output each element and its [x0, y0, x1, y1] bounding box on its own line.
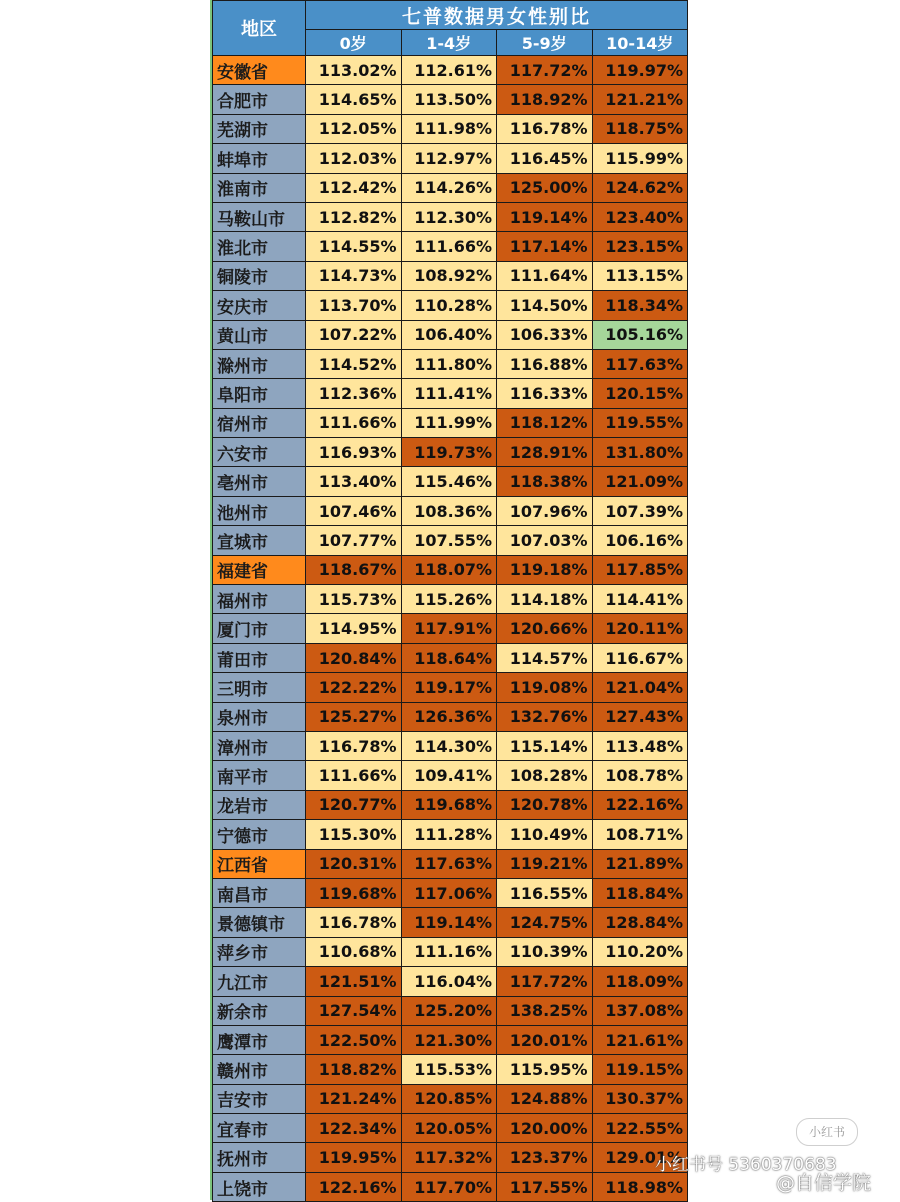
table-row — [213, 291, 688, 320]
ratio-cell[interactable]: 111.28% — [401, 820, 497, 849]
ratio-cell[interactable]: 110.68% — [306, 937, 402, 966]
ratio-cell[interactable]: 127.43% — [592, 702, 688, 731]
ratio-cell[interactable]: 117.55% — [497, 1172, 593, 1201]
ratio-cell[interactable]: 110.20% — [592, 937, 688, 966]
table-row — [213, 790, 688, 819]
ratio-cell[interactable]: 117.91% — [401, 614, 497, 643]
ratio-cell[interactable]: 106.40% — [401, 320, 497, 349]
ratio-cell[interactable]: 118.92% — [497, 85, 593, 114]
ratio-cell[interactable]: 120.05% — [401, 1114, 497, 1143]
ratio-cell[interactable]: 117.06% — [401, 878, 497, 907]
ratio-cell[interactable]: 128.84% — [592, 908, 688, 937]
table-row — [213, 1172, 688, 1201]
ratio-cell[interactable]: 114.55% — [306, 232, 402, 261]
ratio-cell[interactable]: 115.73% — [306, 585, 402, 614]
ratio-cell[interactable]: 118.07% — [401, 555, 497, 584]
city-name-cell[interactable]: 吉安市 — [213, 1084, 306, 1113]
ratio-cell[interactable]: 118.82% — [306, 1055, 402, 1084]
table-row — [213, 114, 688, 143]
table-row — [213, 643, 688, 672]
ratio-cell[interactable]: 118.64% — [401, 643, 497, 672]
ratio-cell[interactable]: 121.89% — [592, 849, 688, 878]
ratio-cell[interactable]: 112.30% — [401, 202, 497, 231]
city-name-cell[interactable]: 淮北市 — [213, 232, 306, 261]
table-row — [213, 496, 688, 525]
city-name-cell[interactable]: 马鞍山市 — [213, 202, 306, 231]
city-name-cell[interactable]: 南平市 — [213, 761, 306, 790]
table-row — [213, 202, 688, 231]
city-name-cell[interactable]: 抚州市 — [213, 1143, 306, 1172]
ratio-cell[interactable]: 107.03% — [497, 526, 593, 555]
city-name-cell[interactable]: 池州市 — [213, 496, 306, 525]
city-name-cell[interactable]: 滁州市 — [213, 349, 306, 378]
ratio-cell[interactable]: 121.30% — [401, 1025, 497, 1054]
column-header-age-1-4: 1-4岁 — [401, 30, 497, 56]
ratio-cell[interactable]: 110.49% — [497, 820, 593, 849]
ratio-cell[interactable]: 108.78% — [592, 761, 688, 790]
table-row — [213, 438, 688, 467]
ratio-cell[interactable]: 123.40% — [592, 202, 688, 231]
ratio-cell[interactable]: 111.80% — [401, 349, 497, 378]
ratio-cell[interactable]: 124.88% — [497, 1084, 593, 1113]
table-row — [213, 967, 688, 996]
ratio-cell[interactable]: 119.73% — [401, 438, 497, 467]
city-name-cell[interactable]: 九江市 — [213, 967, 306, 996]
table-row — [213, 1025, 688, 1054]
ratio-cell[interactable]: 117.63% — [401, 849, 497, 878]
ratio-cell[interactable]: 119.15% — [592, 1055, 688, 1084]
ratio-cell[interactable]: 114.95% — [306, 614, 402, 643]
ratio-cell[interactable]: 114.18% — [497, 585, 593, 614]
city-name-cell[interactable]: 合肥市 — [213, 85, 306, 114]
city-name-cell[interactable]: 阜阳市 — [213, 379, 306, 408]
ratio-cell[interactable]: 121.24% — [306, 1084, 402, 1113]
ratio-cell[interactable]: 117.63% — [592, 349, 688, 378]
ratio-cell[interactable]: 114.26% — [401, 173, 497, 202]
ratio-cell[interactable]: 120.84% — [306, 643, 402, 672]
city-name-cell[interactable]: 宜春市 — [213, 1114, 306, 1143]
ratio-cell[interactable]: 116.33% — [497, 379, 593, 408]
city-name-cell[interactable]: 亳州市 — [213, 467, 306, 496]
city-name-cell[interactable]: 龙岩市 — [213, 790, 306, 819]
ratio-cell[interactable]: 120.85% — [401, 1084, 497, 1113]
table-row — [213, 849, 688, 878]
ratio-cell[interactable]: 108.71% — [592, 820, 688, 849]
ratio-cell[interactable]: 118.75% — [592, 114, 688, 143]
city-name-cell[interactable]: 安庆市 — [213, 291, 306, 320]
ratio-cell[interactable]: 137.08% — [592, 996, 688, 1025]
table-row — [213, 673, 688, 702]
ratio-cell[interactable]: 123.15% — [592, 232, 688, 261]
ratio-cell[interactable]: 113.02% — [306, 56, 402, 85]
ratio-cell[interactable]: 116.55% — [497, 878, 593, 907]
ratio-cell[interactable]: 109.41% — [401, 761, 497, 790]
ratio-cell[interactable]: 107.96% — [497, 496, 593, 525]
ratio-cell[interactable]: 119.68% — [306, 878, 402, 907]
spreadsheet-area — [210, 0, 688, 1200]
ratio-cell[interactable]: 118.09% — [592, 967, 688, 996]
city-name-cell[interactable]: 三明市 — [213, 673, 306, 702]
table-row — [213, 585, 688, 614]
ratio-cell[interactable]: 120.31% — [306, 849, 402, 878]
table-title: 七普数据男女性别比 — [306, 1, 688, 30]
table-row — [213, 1055, 688, 1084]
ratio-cell[interactable]: 111.66% — [401, 232, 497, 261]
ratio-cell[interactable]: 127.54% — [306, 996, 402, 1025]
ratio-cell[interactable]: 125.00% — [497, 173, 593, 202]
ratio-cell[interactable]: 107.77% — [306, 526, 402, 555]
ratio-cell[interactable]: 115.14% — [497, 731, 593, 760]
ratio-cell[interactable]: 114.73% — [306, 261, 402, 290]
table-row — [213, 555, 688, 584]
watermark-author: @自信学院 — [776, 1172, 872, 1194]
ratio-cell[interactable]: 122.34% — [306, 1114, 402, 1143]
ratio-cell[interactable]: 120.15% — [592, 379, 688, 408]
table-row — [213, 56, 688, 85]
ratio-cell[interactable]: 119.08% — [497, 673, 593, 702]
ratio-cell[interactable]: 111.99% — [401, 408, 497, 437]
city-name-cell[interactable]: 萍乡市 — [213, 937, 306, 966]
ratio-cell[interactable]: 113.48% — [592, 731, 688, 760]
ratio-cell[interactable]: 106.33% — [497, 320, 593, 349]
ratio-cell[interactable]: 120.78% — [497, 790, 593, 819]
ratio-cell[interactable]: 105.16% — [592, 320, 688, 349]
ratio-cell[interactable]: 111.98% — [401, 114, 497, 143]
ratio-cell[interactable]: 111.64% — [497, 261, 593, 290]
table-row — [213, 820, 688, 849]
ratio-cell[interactable]: 108.36% — [401, 496, 497, 525]
ratio-cell[interactable]: 115.30% — [306, 820, 402, 849]
ratio-cell[interactable]: 116.78% — [306, 908, 402, 937]
table-row — [213, 761, 688, 790]
table-body — [213, 56, 688, 1202]
table-row — [213, 144, 688, 173]
ratio-cell[interactable]: 118.34% — [592, 291, 688, 320]
table-row — [213, 731, 688, 760]
ratio-cell[interactable]: 116.78% — [497, 114, 593, 143]
ratio-cell[interactable]: 112.03% — [306, 144, 402, 173]
ratio-cell[interactable]: 118.98% — [592, 1172, 688, 1201]
ratio-cell[interactable]: 120.66% — [497, 614, 593, 643]
column-header-age-10-14: 10-14岁 — [592, 30, 688, 56]
ratio-cell[interactable]: 121.51% — [306, 967, 402, 996]
city-name-cell[interactable]: 福州市 — [213, 585, 306, 614]
city-name-cell[interactable]: 景德镇市 — [213, 908, 306, 937]
ratio-cell[interactable]: 125.20% — [401, 996, 497, 1025]
region-header: 地区 — [213, 1, 306, 56]
city-name-cell[interactable]: 芜湖市 — [213, 114, 306, 143]
ratio-cell[interactable]: 114.41% — [592, 585, 688, 614]
city-name-cell[interactable]: 铜陵市 — [213, 261, 306, 290]
table-row — [213, 526, 688, 555]
city-name-cell[interactable]: 南昌市 — [213, 878, 306, 907]
ratio-cell[interactable]: 122.50% — [306, 1025, 402, 1054]
ratio-cell[interactable]: 115.26% — [401, 585, 497, 614]
table-row — [213, 261, 688, 290]
city-name-cell[interactable]: 上饶市 — [213, 1172, 306, 1201]
city-name-cell[interactable]: 蚌埠市 — [213, 144, 306, 173]
sex-ratio-table — [212, 0, 688, 1202]
ratio-cell[interactable]: 111.66% — [306, 408, 402, 437]
city-name-cell[interactable]: 鹰潭市 — [213, 1025, 306, 1054]
ratio-cell[interactable]: 121.09% — [592, 467, 688, 496]
ratio-cell[interactable]: 115.95% — [497, 1055, 593, 1084]
ratio-cell[interactable]: 120.11% — [592, 614, 688, 643]
ratio-cell[interactable]: 116.88% — [497, 349, 593, 378]
city-name-cell[interactable]: 六安市 — [213, 438, 306, 467]
ratio-cell[interactable]: 107.46% — [306, 496, 402, 525]
table-row — [213, 379, 688, 408]
city-name-cell[interactable]: 宁德市 — [213, 820, 306, 849]
table-row — [213, 702, 688, 731]
ratio-cell[interactable]: 112.36% — [306, 379, 402, 408]
ratio-cell[interactable]: 112.97% — [401, 144, 497, 173]
ratio-cell[interactable]: 113.50% — [401, 85, 497, 114]
table-row — [213, 408, 688, 437]
ratio-cell[interactable]: 122.22% — [306, 673, 402, 702]
table-row — [213, 878, 688, 907]
ratio-cell[interactable]: 114.57% — [497, 643, 593, 672]
ratio-cell[interactable]: 130.37% — [592, 1084, 688, 1113]
column-header-age-5-9: 5-9岁 — [497, 30, 593, 56]
table-row — [213, 1143, 688, 1172]
watermark-account-id: 小红书号 5360370683 — [655, 1155, 837, 1175]
ratio-cell[interactable]: 111.66% — [306, 761, 402, 790]
city-name-cell[interactable]: 新余市 — [213, 996, 306, 1025]
ratio-cell[interactable]: 113.15% — [592, 261, 688, 290]
ratio-cell[interactable]: 107.39% — [592, 496, 688, 525]
ratio-cell[interactable]: 114.50% — [497, 291, 593, 320]
province-name-cell[interactable]: 福建省 — [213, 555, 306, 584]
ratio-cell[interactable]: 108.28% — [497, 761, 593, 790]
city-name-cell[interactable]: 泉州市 — [213, 702, 306, 731]
ratio-cell[interactable]: 126.36% — [401, 702, 497, 731]
ratio-cell[interactable]: 110.39% — [497, 937, 593, 966]
city-name-cell[interactable]: 黄山市 — [213, 320, 306, 349]
ratio-cell[interactable]: 112.61% — [401, 56, 497, 85]
ratio-cell[interactable]: 123.37% — [497, 1143, 593, 1172]
ratio-cell[interactable]: 111.41% — [401, 379, 497, 408]
ratio-cell[interactable]: 114.30% — [401, 731, 497, 760]
ratio-cell[interactable]: 124.62% — [592, 173, 688, 202]
ratio-cell[interactable]: 117.72% — [497, 56, 593, 85]
ratio-cell[interactable]: 117.85% — [592, 555, 688, 584]
ratio-cell[interactable]: 115.46% — [401, 467, 497, 496]
city-name-cell[interactable]: 莆田市 — [213, 643, 306, 672]
ratio-cell[interactable]: 119.14% — [497, 202, 593, 231]
xiaohongshu-logo: 小红书 — [796, 1118, 858, 1146]
province-name-cell[interactable]: 安徽省 — [213, 56, 306, 85]
ratio-cell[interactable]: 114.52% — [306, 349, 402, 378]
ratio-cell[interactable]: 119.17% — [401, 673, 497, 702]
ratio-cell[interactable]: 118.38% — [497, 467, 593, 496]
ratio-cell[interactable]: 116.04% — [401, 967, 497, 996]
ratio-cell[interactable]: 116.45% — [497, 144, 593, 173]
ratio-cell[interactable]: 112.05% — [306, 114, 402, 143]
table-row — [213, 232, 688, 261]
ratio-cell[interactable]: 138.25% — [497, 996, 593, 1025]
ratio-cell[interactable]: 108.92% — [401, 261, 497, 290]
ratio-cell[interactable]: 122.55% — [592, 1114, 688, 1143]
ratio-cell[interactable]: 122.16% — [306, 1172, 402, 1201]
ratio-cell[interactable]: 119.14% — [401, 908, 497, 937]
table-row — [213, 467, 688, 496]
ratio-cell[interactable]: 121.61% — [592, 1025, 688, 1054]
table-row — [213, 320, 688, 349]
ratio-cell[interactable]: 118.67% — [306, 555, 402, 584]
ratio-cell[interactable]: 117.70% — [401, 1172, 497, 1201]
ratio-cell[interactable]: 120.00% — [497, 1114, 593, 1143]
table-row — [213, 85, 688, 114]
ratio-cell[interactable]: 116.67% — [592, 643, 688, 672]
table-row — [213, 1084, 688, 1113]
ratio-cell[interactable]: 119.68% — [401, 790, 497, 819]
ratio-cell[interactable]: 111.16% — [401, 937, 497, 966]
table-row — [213, 996, 688, 1025]
city-name-cell[interactable]: 漳州市 — [213, 731, 306, 760]
ratio-cell[interactable]: 120.01% — [497, 1025, 593, 1054]
ratio-cell[interactable]: 122.16% — [592, 790, 688, 819]
ratio-cell[interactable]: 113.70% — [306, 291, 402, 320]
ratio-cell[interactable]: 114.65% — [306, 85, 402, 114]
city-name-cell[interactable]: 厦门市 — [213, 614, 306, 643]
ratio-cell[interactable]: 115.99% — [592, 144, 688, 173]
ratio-cell[interactable]: 128.91% — [497, 438, 593, 467]
ratio-cell[interactable]: 113.40% — [306, 467, 402, 496]
ratio-cell[interactable]: 119.97% — [592, 56, 688, 85]
table-row — [213, 173, 688, 202]
table-row — [213, 349, 688, 378]
ratio-cell[interactable]: 116.93% — [306, 438, 402, 467]
ratio-cell[interactable]: 112.42% — [306, 173, 402, 202]
ratio-cell[interactable]: 120.77% — [306, 790, 402, 819]
ratio-cell[interactable]: 124.75% — [497, 908, 593, 937]
ratio-cell[interactable]: 117.14% — [497, 232, 593, 261]
ratio-cell[interactable]: 131.80% — [592, 438, 688, 467]
ratio-cell[interactable]: 107.22% — [306, 320, 402, 349]
table-row — [213, 1114, 688, 1143]
ratio-cell[interactable]: 129.01% — [592, 1143, 688, 1172]
ratio-cell[interactable]: 106.16% — [592, 526, 688, 555]
ratio-cell[interactable]: 118.84% — [592, 878, 688, 907]
table-row — [213, 908, 688, 937]
city-name-cell[interactable]: 赣州市 — [213, 1055, 306, 1084]
ratio-cell[interactable]: 119.18% — [497, 555, 593, 584]
ratio-cell[interactable]: 117.72% — [497, 967, 593, 996]
ratio-cell[interactable]: 107.55% — [401, 526, 497, 555]
ratio-cell[interactable]: 115.53% — [401, 1055, 497, 1084]
ratio-cell[interactable]: 119.21% — [497, 849, 593, 878]
city-name-cell[interactable]: 宣城市 — [213, 526, 306, 555]
city-name-cell[interactable]: 淮南市 — [213, 173, 306, 202]
ratio-cell[interactable]: 121.21% — [592, 85, 688, 114]
ratio-cell[interactable]: 117.32% — [401, 1143, 497, 1172]
ratio-cell[interactable]: 119.95% — [306, 1143, 402, 1172]
ratio-cell[interactable]: 116.78% — [306, 731, 402, 760]
ratio-cell[interactable]: 110.28% — [401, 291, 497, 320]
ratio-cell[interactable]: 132.76% — [497, 702, 593, 731]
ratio-cell[interactable]: 121.04% — [592, 673, 688, 702]
city-name-cell[interactable]: 宿州市 — [213, 408, 306, 437]
column-header-age-0: 0岁 — [306, 30, 402, 56]
province-name-cell[interactable]: 江西省 — [213, 849, 306, 878]
ratio-cell[interactable]: 118.12% — [497, 408, 593, 437]
table-row — [213, 614, 688, 643]
ratio-cell[interactable]: 119.55% — [592, 408, 688, 437]
table-row — [213, 937, 688, 966]
ratio-cell[interactable]: 112.82% — [306, 202, 402, 231]
ratio-cell[interactable]: 125.27% — [306, 702, 402, 731]
